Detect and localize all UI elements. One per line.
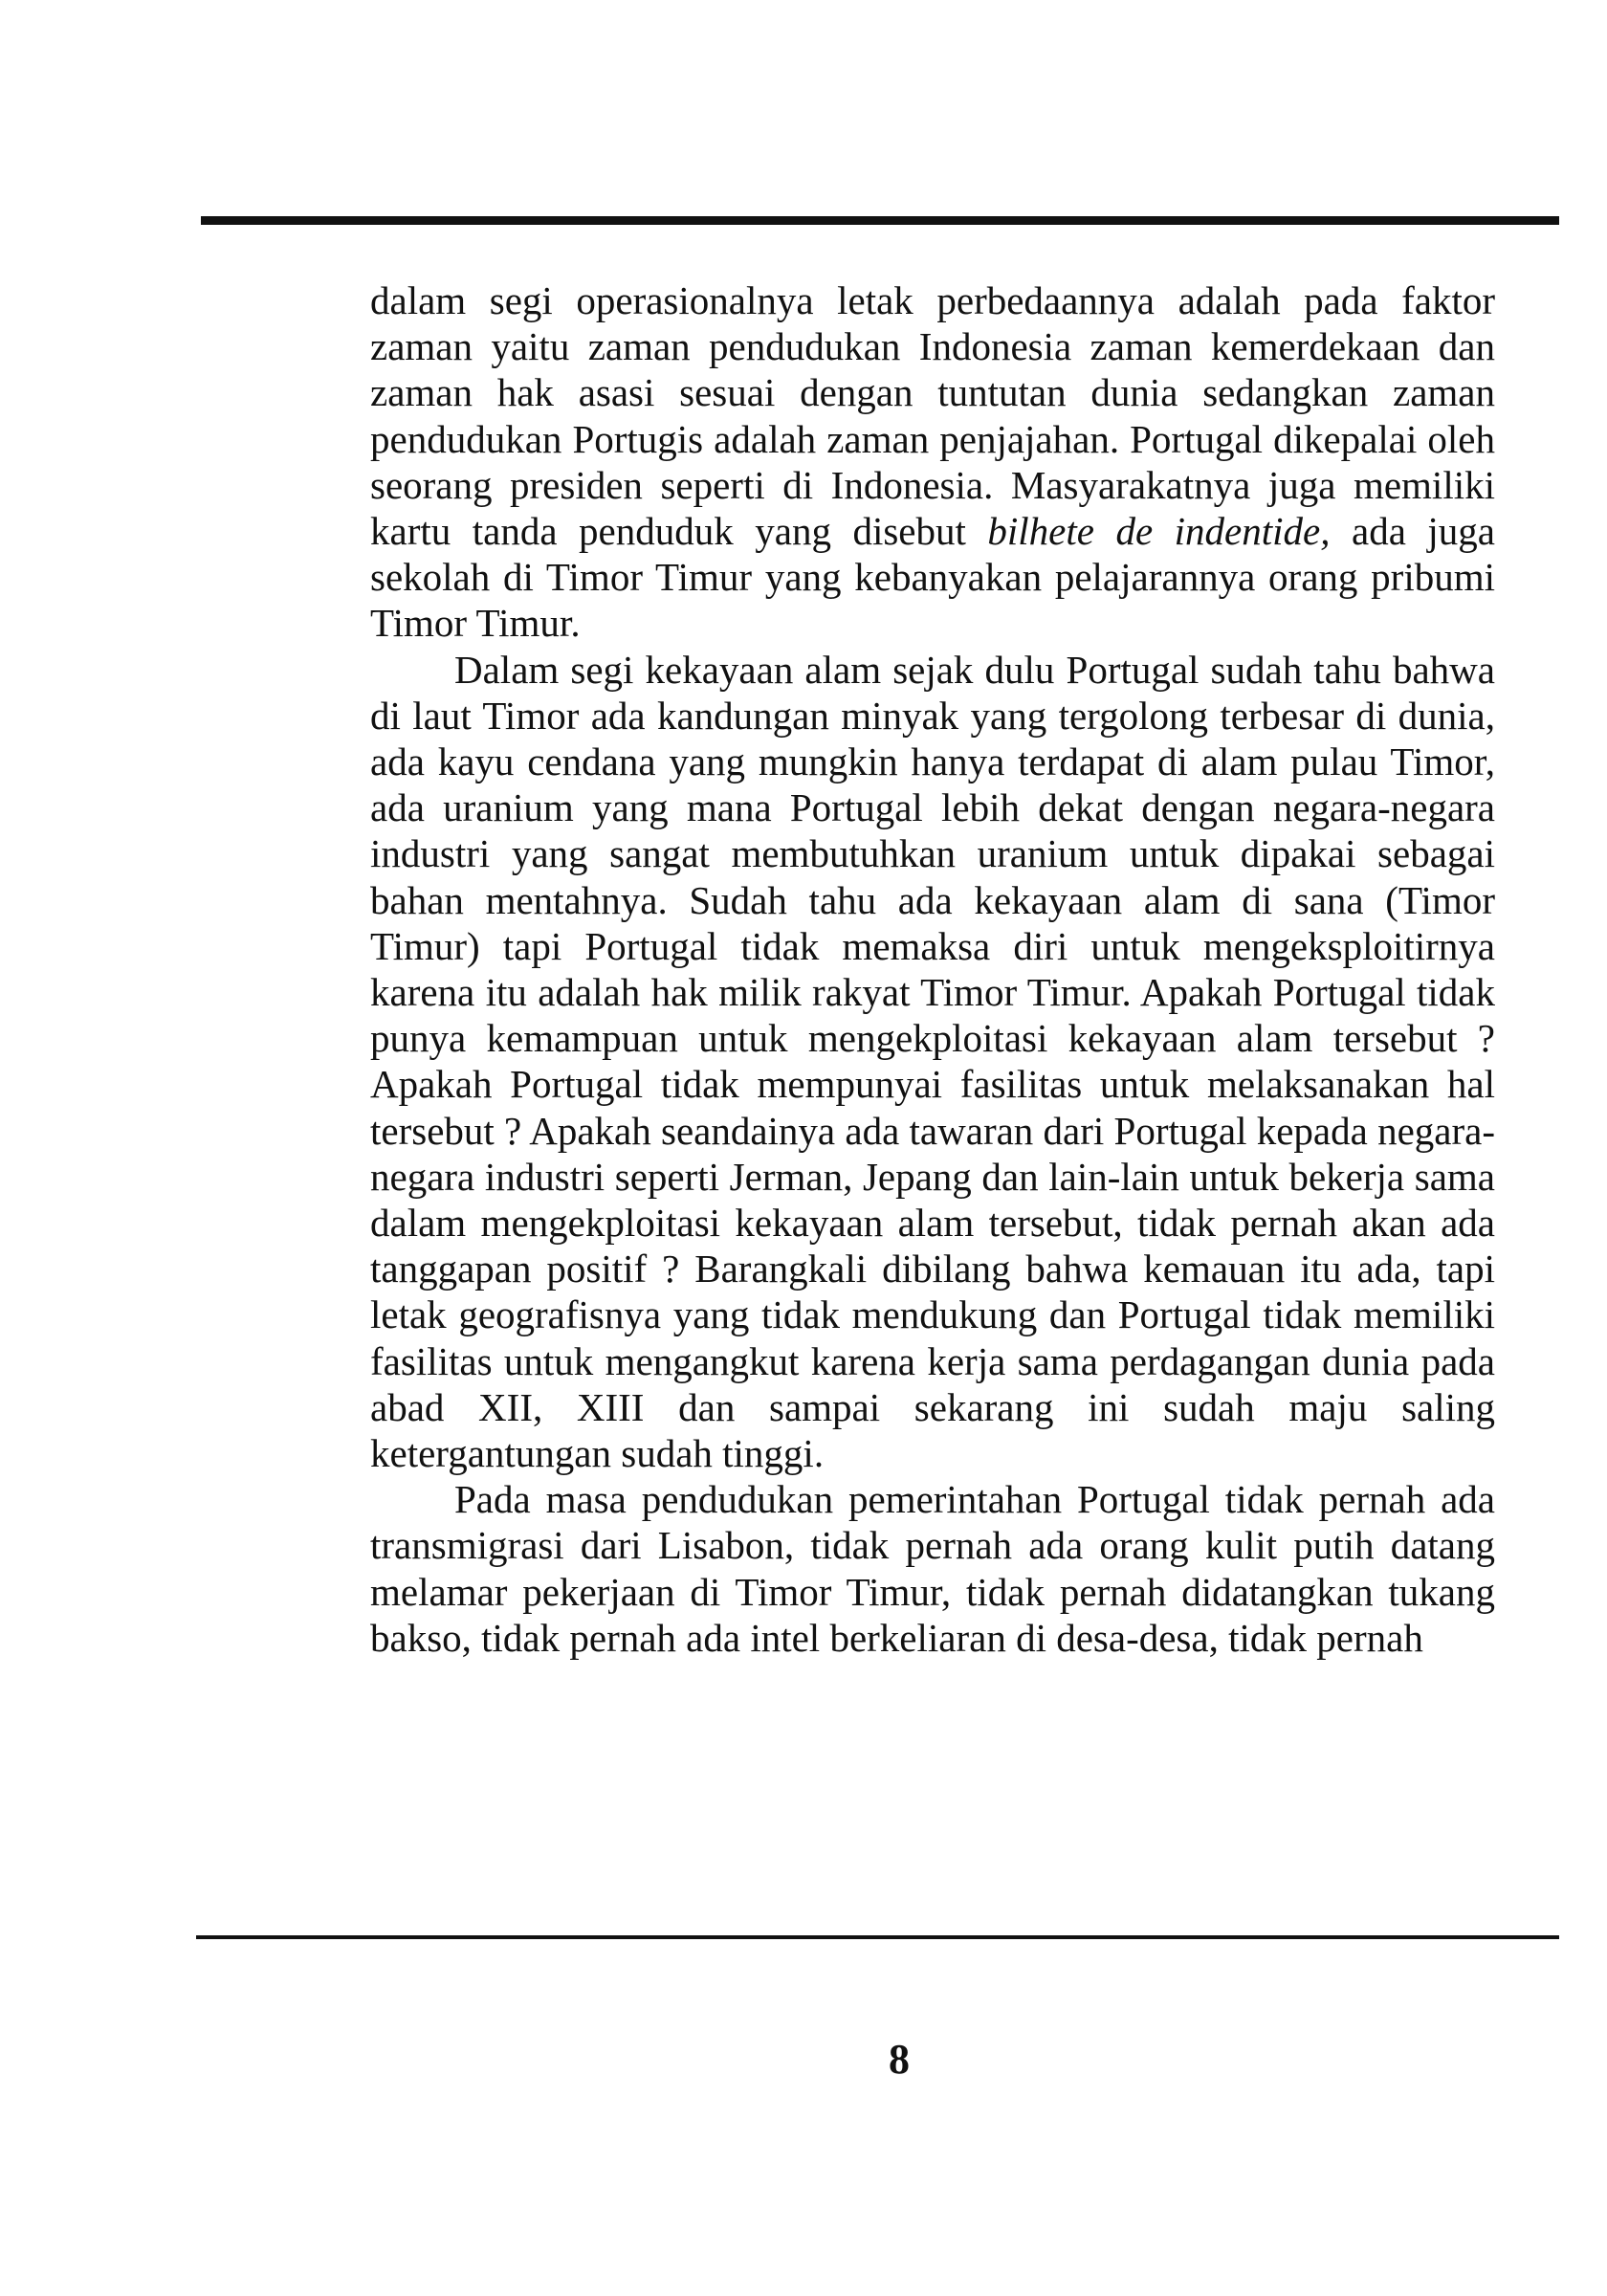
page-number: 8 bbox=[889, 2036, 910, 2083]
paragraph-1 bbox=[370, 277, 1495, 647]
italic-term: bilhete de indentide, bbox=[987, 509, 1331, 554]
bottom-rule-divider bbox=[196, 1935, 1559, 1939]
body-text bbox=[370, 277, 1495, 1661]
paragraph-1-text-start: dalam segi operasionalnya letak perbedaannya adalah pada faktor zaman yaitu zaman pendudukan Indonesia zaman kemerdekaan dan zaman hak asasi sesuai dengan tuntutan dunia sedangkan zaman pendudukan Portugis adalah zaman penjajahan. Portugal dikepalai oleh seorang presiden seperti di Indonesia. Masyarakatnya juga memiliki kartu tanda penduduk yang disebut bbox=[370, 278, 1495, 554]
paragraph-2: Dalam segi kekayaan alam sejak dulu Portugal sudah tahu bahwa di laut Timor ada kandungan minyak yang tergolong terbesar di dunia, ada kayu cendana yang mungkin hanya terdapat di alam pulau Timor, ada uranium yang mana Portugal lebih dekat dengan negara-negara industri yang sangat membutuhkan uranium untuk dipakai sebagai bahan mentahnya. Sudah tahu ada kekayaan alam di sana (Timor Timur) tapi Portugal tidak memaksa diri untuk mengeksploitirnya karena itu adalah hak milik rakyat Timor Timur. Apakah Portugal tidak punya kemampuan untuk mengekploitasi kekayaan alam tersebut ? Apakah Portugal tidak mempunyai fasilitas untuk melaksanakan hal tersebut ? Apakah seandainya ada tawaran dari Portugal kepada negara-negara industri seperti Jerman, Jepang dan lain-lain untuk bekerja sama dalam mengekploitasi kekayaan alam tersebut, tidak pernah akan ada tanggapan positif ? Barangkali dibilang bahwa kemauan itu ada, tapi letak geografisnya yang tidak mendukung dan Portugal tidak memiliki fasilitas untuk mengangkut karena kerja sama perdagangan dunia pada abad XII, XIII dan sampai sekarang ini sudah maju saling ketergantungan sudah tinggi. bbox=[370, 647, 1495, 1476]
paragraph-1-text-end: ada juga sekolah di Timor Timur yang kebanyakan pelajarannya orang pribumi Timor Timur. bbox=[370, 509, 1495, 646]
top-rule-divider bbox=[201, 216, 1559, 225]
paragraph-3: Pada masa pendudukan pemerintahan Portugal tidak pernah ada transmigrasi dari Lisabon, tidak pernah ada orang kulit putih datang melamar pekerjaan di Timor Timur, tidak pernah didatangkan tukang bakso, tidak pernah ada intel berkeliaran di desa-desa, tidak pernah bbox=[370, 1477, 1495, 1660]
